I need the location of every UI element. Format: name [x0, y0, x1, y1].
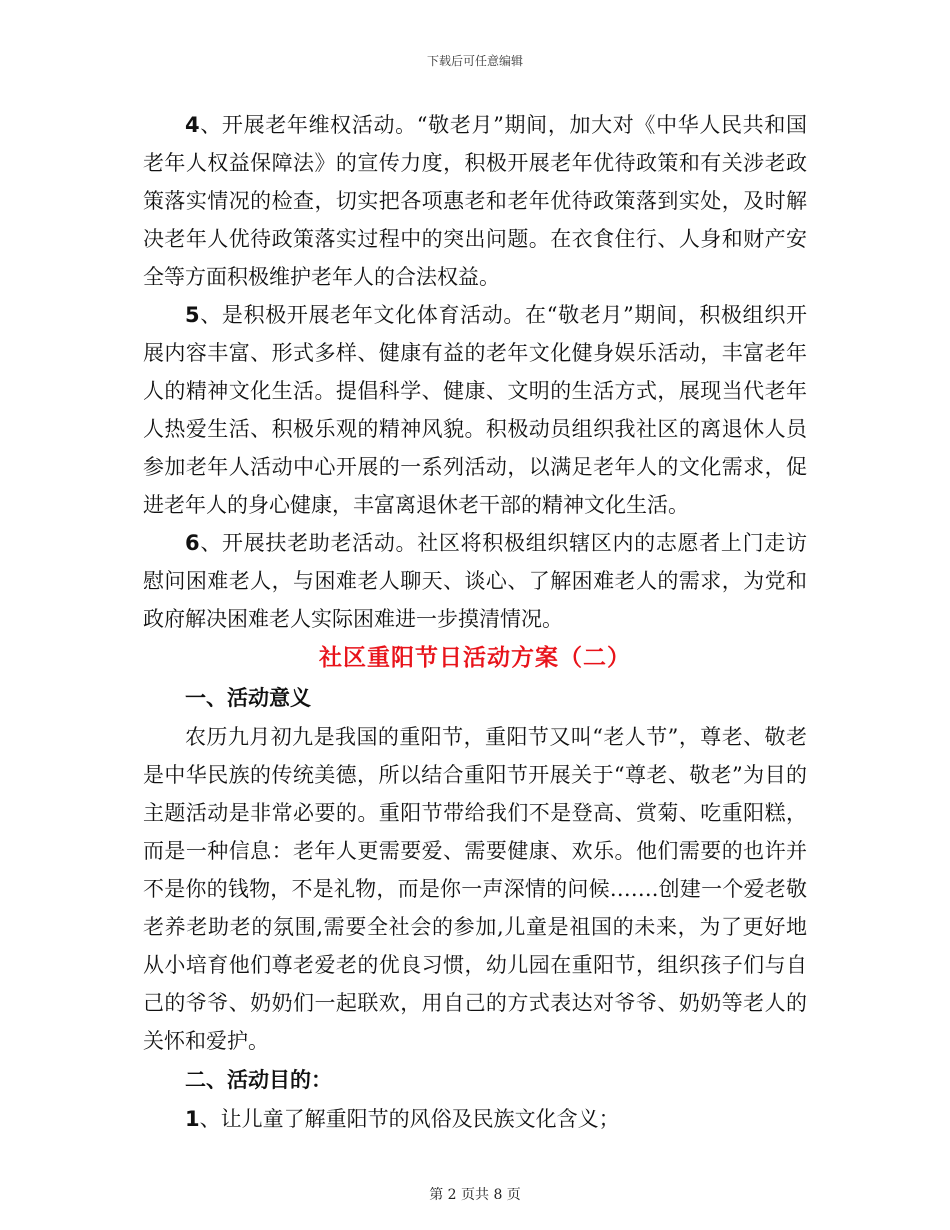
- significance-paragraph: 农历九月初九是我国的重阳节，重阳节又叫“老人节”，尊老、敬老是中华民族的传统美德，所以结合重阳节开展关于“尊老、敬老”为目的主题活动是非常必要的。重阳节带给我们不是登高、赏菊、吃重阳糕，而是一种信息：老年人更需要爱、需要健康、欢乐。他们需要的也许并不是你的钱物，不是礼物，而是你一声深情的问候…….创建一个爱老敬老养老助老的氛围,需要全社会的参加,儿童是祖国的未来，为了更好地从小培育他们尊老爱老的优良习惯，幼儿园在重阳节，组织孩子们与自己的爷爷、奶奶们一起联欢，用自己的方式表达对爷爷、奶奶等老人的关怀和爱护。: [143, 725, 807, 1053]
- document-body: [143, 106, 807, 1138]
- page-footer: 第 2 页共 8 页: [429, 1187, 521, 1203]
- item-5-number: 5: [185, 303, 200, 327]
- goal-1-paragraph: [143, 1100, 807, 1138]
- item-6-paragraph: [143, 524, 807, 638]
- heading-activity-goals: 二、活动目的：: [185, 1067, 332, 1092]
- item-6-number: 6: [185, 531, 200, 555]
- heading-activity-significance: 一、活动意义: [185, 685, 311, 710]
- item-4-text: 、开展老年维权活动。“敬老月”期间，加大对《中华人民共和国老年人权益保障法》的宣传力度，积极开展老年优待政策和有关涉老政策落实情况的检查，切实把各项惠老和老年优待政策落到实处，及时解决老年人优待政策落实过程中的突出问题。在衣食住行、人身和财产安全等方面积极维护老年人的合法权益。: [143, 113, 807, 289]
- item-4-paragraph: [143, 106, 807, 296]
- goal-1-number: 1: [185, 1107, 200, 1131]
- item-6-text: 、开展扶老助老活动。社区将积极组织辖区内的志愿者上门走访慰问困难老人，与困难老人聊天、谈心、了解困难老人的需求，为党和政府解决困难老人实际困难进一步摸清情况。: [143, 531, 807, 631]
- item-4-number: 4: [185, 113, 200, 137]
- goal-1-text: 、让儿童了解重阳节的风俗及民族文化含义；: [199, 1107, 620, 1131]
- item-5-paragraph: [143, 296, 807, 524]
- item-5-text: 、是积极开展老年文化体育活动。在“敬老月”期间，积极组织开展内容丰富、形式多样、健康有益的老年文化健身娱乐活动，丰富老年人的精神文化生活。提倡科学、健康、文明的生活方式，展现当代老年人热爱生活、积极乐观的精神风貌。积极动员组织我社区的离退休人员参加老年人活动中心开展的一系列活动，以满足老年人的文化需求，促进老年人的身心健康，丰富离退休老干部的精神文化生活。: [143, 303, 807, 517]
- section-title: 社区重阳节日活动方案（二）: [319, 644, 631, 671]
- page-header: 下载后可任意编辑: [426, 54, 523, 68]
